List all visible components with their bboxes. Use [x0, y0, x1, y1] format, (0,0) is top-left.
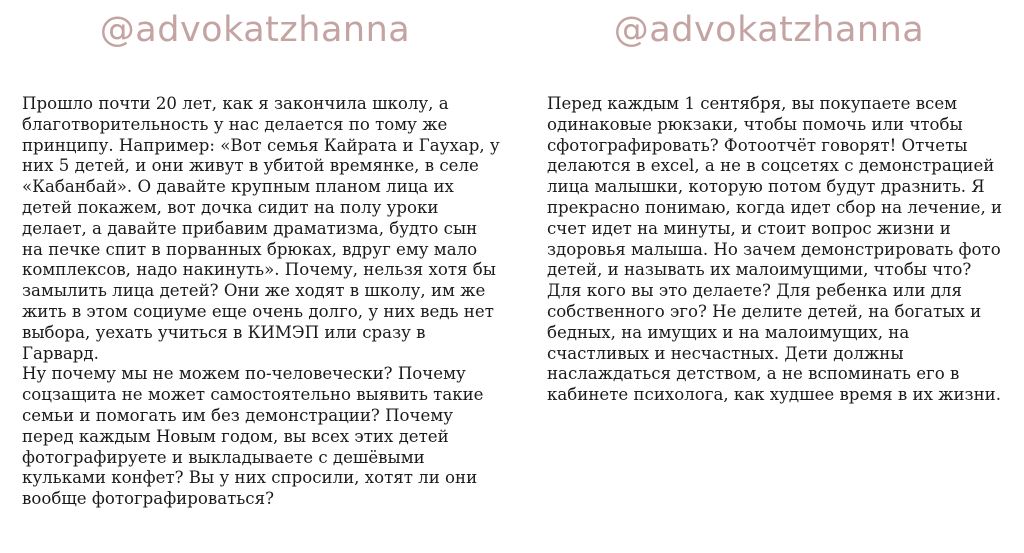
author-handle: @advokatzhanna: [99, 10, 411, 50]
right-page: [514, 0, 1024, 553]
article-text: [547, 94, 1007, 406]
left-page: [0, 0, 510, 553]
paragraph: Ну почему мы не можем по-человечески? Почему соцзащита не может самостоятельно выявить такие семьи и помогать им без демонстрации? Почему перед каждым Новым годом, вы всех этих детей фотографируете и выкладываете с дешёвыми кульками конфет? Вы у них спросили, хотят ли они вообще фотографироваться?: [22, 364, 484, 509]
paragraph: Перед каждым 1 сентября, вы покупаете всем одинаковые рюкзаки, чтобы помочь или чтобы сфотографировать? Фотоотчёт говорят! Отчеты делаются в excel, а не в соцсетях с демонстрацией лица малышки, которую потом будут дразнить. Я прекрасно понимаю, когда идет сбор на лечение, и счет идет на минуты, и стоит вопрос жизни и здоровья малыша. Но зачем демонстрировать фото детей, и называть их малоимущими, чтобы что? Для кого вы это делаете? Для ребенка или для собственного эго? Не делите детей, на богатых и бедных, на имущих и на малоимущих, на счастливых и несчастных. Дети должны наслаждаться детством, а не вспоминать его в кабинете психолога, как худшее время в их жизни.: [547, 94, 1003, 405]
paragraph: Прошло почти 20 лет, как я закончила школу, а благотворительность у нас делается по тому же принципу. Например: «Вот семья Кайрата и Гаухар, у них 5 детей, и они живут в убитой времянке, в селе «Кабанбай». О давайте крупным планом лица их детей покажем, вот дочка сидит на полу уроки делает, а давайте прибавим драматизма, будто сын на печке спит в порванных брюках, вдруг ему мало комплексов, надо накинуть». Почему, нельзя хотя бы замылить лица детей? Они же ходят в школу, им же жить в этом социуме еще очень долго, у них ведь нет выбора, уехать учиться в КИМЭП или сразу в Гарвард.: [22, 94, 500, 363]
author-handle: @advokatzhanna: [613, 10, 925, 50]
article-text: [22, 94, 502, 510]
